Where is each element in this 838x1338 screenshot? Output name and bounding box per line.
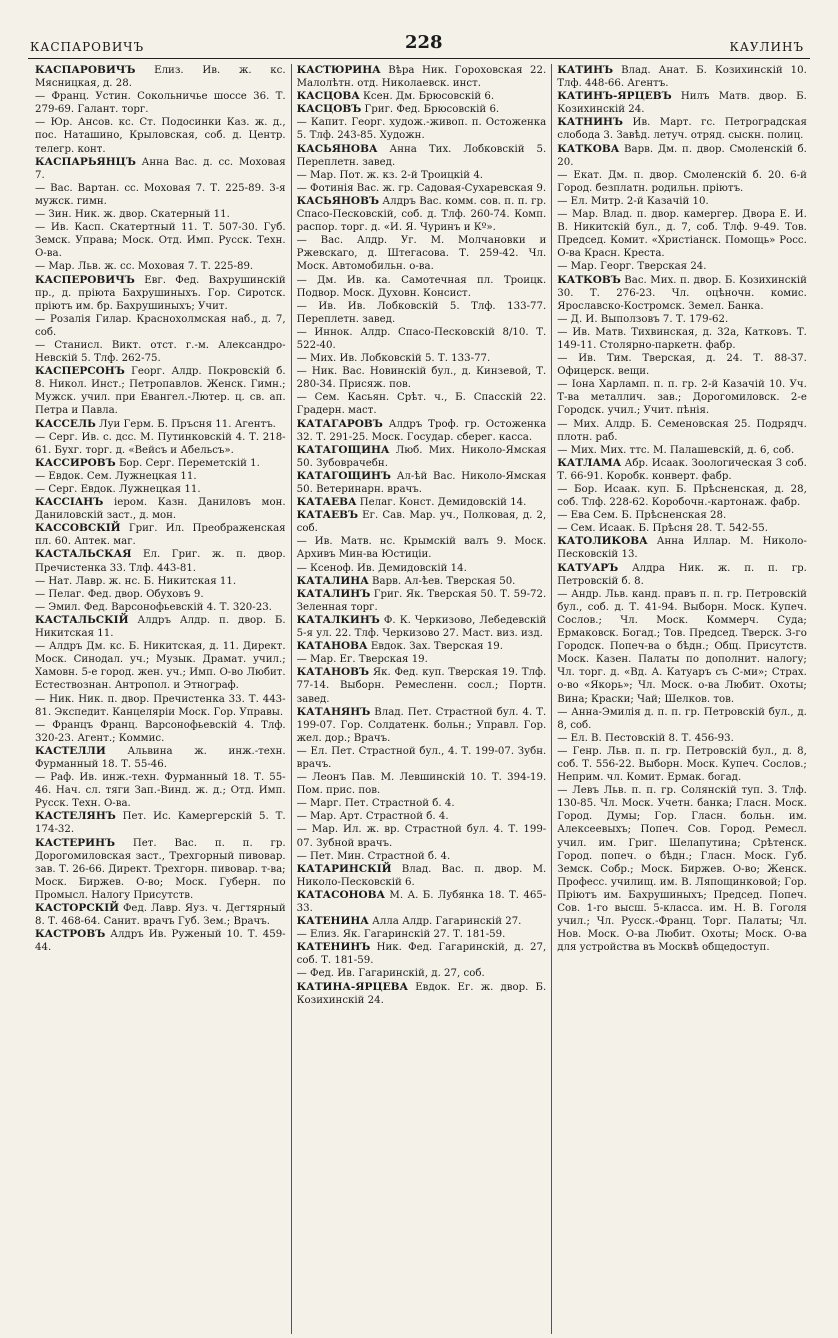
- entry-text: Ксен. Дм. Брюсовскій 6.: [359, 91, 495, 103]
- directory-entry: [35, 837, 286, 902]
- directory-entry: [297, 169, 547, 182]
- directory-entry: [35, 693, 286, 719]
- entry-text: — Капит. Георг. худож.-живоп. п. Остоженка 5. Тлф. 243-85. Художн.: [296, 117, 547, 142]
- directory-entry: [297, 863, 547, 889]
- directory-entry: [35, 182, 286, 208]
- directory-entry: [557, 444, 807, 457]
- entry-text: Абр. Исаак. Зоологическая 3 соб. Т. 66-91. Коробк. конверт. фабр.: [557, 457, 807, 482]
- directory-entry: [297, 588, 547, 614]
- column-1: [30, 64, 291, 1334]
- entry-text: Алдръ Алдр. п. двор. Б. Никитская 11.: [35, 614, 286, 640]
- running-head-left: КАСПАРОВИЧЪ: [30, 40, 145, 54]
- entry-surname: КАТАРИНСКІЙ: [296, 862, 392, 875]
- directory-entry: [35, 313, 286, 339]
- entry-text: Алла Алдр. Гагаринскій 27.: [368, 916, 522, 928]
- directory-entry: [35, 156, 286, 182]
- entry-text: іером. Казн. Даниловъ мон. Даниловскій заст., д. мон.: [35, 497, 286, 522]
- directory-entry: [557, 116, 807, 142]
- directory-entry: [297, 470, 547, 496]
- directory-entry: [297, 535, 547, 561]
- entry-text: Луи Герм. Б. Пръсня 11. Агентъ.: [95, 418, 276, 430]
- entry-text: — Мар. Ил. ж. вр. Страстной бул. 4. Т. 199-07. Зубной врачъ.: [296, 824, 547, 849]
- directory-entry: [35, 640, 286, 692]
- directory-entry: [557, 64, 807, 90]
- entry-surname: КАТАГОЩИНЪ: [296, 469, 391, 482]
- entry-text: Нилъ Матв. двор. Б. Козихинскій 24.: [557, 91, 807, 116]
- directory-entry: [297, 810, 547, 823]
- entry-surname: КАТАЛИНЪ: [296, 587, 371, 600]
- directory-entry: [297, 103, 547, 116]
- entry-surname: КАТИНЪ-ЯРЦЕВЪ: [557, 90, 672, 103]
- entry-text: Георг. Алдр. Покровскій б. 8. Никол. Инст.; Петропавлов. Женск. Гимн.; Мужск. учил. при Евангел.-Лютер. ц. св. ап. Петра и Павла.: [35, 366, 286, 417]
- directory-entry: [35, 431, 286, 457]
- directory-entry: [35, 470, 286, 483]
- entry-text: — Левъ Льв. п. п. гр. Солянскій туп. 3. Тлф. 130-85. Чл. Моск. Учетн. банка; Гласн. Моск. Город. Думы; Гор. Гласн. больн. им. Алексеевыхъ; Попеч. Сов. Город. Ремесл. учил. им. Григ. Шелапутина; Срѣтенск. Город. попеч. о бѣдн.; Гласн. Моск. Губ. Земск. Собр.; Моск. Биржев. О-во; Женск. Професс. училищ. им. В. Ляпощинковой; Гор. Пріютъ им. Бахрушиныхъ; Председ. Попеч. Сов. 1-го высш. 5-класса. им. Н. В. Гоголя учил.; Чл. Русск.-Франц. Торг. Палаты; Чл. Нов. Моск. О-ва Любит. Охоты; Моск. О-ва для устройства въ Москвѣ общедоступ.: [557, 785, 807, 954]
- entry-text: — Мих. Мих. ттс. М. Палашевскій, д. 6, соб.: [557, 444, 795, 456]
- entry-surname: КАССОВСКІЙ: [35, 522, 121, 535]
- entry-text: Бор. Серг. Переметскій 1.: [115, 457, 260, 469]
- directory-entry: [557, 535, 807, 561]
- entry-text: Пет. Ис. Камергерскій 5. Т. 174-32.: [35, 811, 286, 836]
- directory-entry: [297, 234, 547, 273]
- directory-entry: [297, 365, 547, 391]
- entry-text: Алдръ Вас. комм. сов. п. п. гр. Спасо-Песковскій, соб. д. Тлф. 260-74. Комп. распор. торг. д. «И. Я. Чуринъ и Кº».: [296, 195, 547, 234]
- page-number: 228: [405, 32, 443, 53]
- entry-text: — Эмил. Фед. Варсонофьевскій 4. Т. 320-23.: [35, 601, 272, 613]
- directory-entry: [557, 509, 807, 522]
- entry-text: — Ив. Ив. Лобковскій 5. Тлф. 133-77. Переплетн. завед.: [296, 300, 547, 325]
- directory-entry: [35, 810, 286, 836]
- entry-text: Варв. Ал-ѣев. Тверская 50.: [368, 575, 516, 587]
- entry-text: — Мих. Алдр. Б. Семеновская 25. Подрядч. плотн. раб.: [557, 418, 807, 443]
- directory-entry: [557, 274, 807, 313]
- directory-entry: [557, 418, 807, 444]
- directory-entry: [35, 208, 286, 221]
- entry-surname: КАСЬЯНОВЪ: [296, 194, 379, 207]
- directory-entry: [297, 352, 547, 365]
- entry-surname: КАТКОВЪ: [557, 273, 621, 286]
- directory-entry: [297, 928, 547, 941]
- entry-surname: КАТАНОВЪ: [296, 666, 370, 679]
- directory-entry: [297, 823, 547, 849]
- header-rule: [28, 58, 810, 59]
- directory-entry: [35, 418, 286, 431]
- entry-text: Григ. Фед. Брюсовскій 6.: [361, 104, 500, 116]
- entry-text: — Фед. Ив. Гагаринскій, д. 27, соб.: [296, 968, 485, 980]
- entry-text: Анна Вас. д. сс. Моховая 7.: [35, 156, 286, 181]
- directory-entry: [297, 614, 547, 640]
- entry-text: — Сем. Исаак. Б. Прѣсня 28. Т. 542-55.: [557, 523, 768, 535]
- entry-text: — Ив. Матв. нс. Крымскій валъ 9. Моск. Архивъ Мин-ва Юстиціи.: [296, 536, 547, 561]
- entry-text: — Екат. Дм. п. двор. Смоленскій б. 20. 6-й Город. безплатн. родильн. пріютъ.: [557, 169, 807, 194]
- entry-text: Алдръ Троф. гр. Остоженка 32. Т. 291-25. Моск. Государ. сберег. касса.: [296, 418, 547, 443]
- directory-entry: [557, 313, 807, 326]
- entry-surname: КАТАСОНОВА: [296, 888, 386, 901]
- directory-entry: [35, 771, 286, 810]
- directory-entry: [35, 339, 286, 365]
- directory-entry: [35, 116, 286, 155]
- directory-entry: [297, 391, 547, 417]
- directory-entry: [297, 967, 547, 980]
- directory-entry: [35, 90, 286, 116]
- entry-text: — Мих. Ив. Лобковскій 5. Т. 133-77.: [296, 353, 491, 365]
- directory-entry: [35, 496, 286, 522]
- entry-text: — Ева Сем. Б. Прѣсненская 28.: [557, 510, 727, 522]
- entry-surname: КАСТРОВЪ: [35, 928, 106, 941]
- entry-surname: КАТНИНЪ: [557, 116, 623, 129]
- entry-text: — Ив. Тим. Тверская, д. 24. Т. 88-37. Офицерск. вещи.: [557, 353, 807, 378]
- directory-entry: [297, 915, 547, 928]
- entry-text: — Евдок. Сем. Лужнецкая 11.: [35, 470, 197, 482]
- directory-entry: [35, 548, 286, 574]
- directory-entry: [35, 483, 286, 496]
- entry-text: Григ. Ил. Преображенская пл. 60. Аптек. маг.: [35, 523, 286, 548]
- entry-surname: КАССЕЛЬ: [35, 417, 96, 430]
- entry-surname: КАТАНОВА: [296, 640, 368, 653]
- entry-text: — Серг. Евдок. Лужнецкая 11.: [35, 484, 201, 495]
- entry-surname: КАТЕНИНЪ: [296, 941, 371, 954]
- entry-text: — Иннок. Алдр. Спасо-Песковскій 8/10. Т. 522-40.: [296, 326, 547, 351]
- entry-text: — Генр. Льв. п. п. гр. Петровскій бул., д. 8, соб. Т. 556-22. Выборн. Моск. Купеч. Сослов.; Неприм. чл. Комит. Ермак. богад.: [557, 745, 807, 784]
- entry-text: Вѣра Ник. Гороховская 22. Малолѣтн. отд. Николаевск. инст.: [296, 65, 547, 90]
- entry-text: — Мар. Влад. п. двор. камергер. Двора Е. И. В. Никитскій бул., д. 7, соб. Тлф. 9-49. Тов. Председ. Комит. «Христіанск. Помощь» Росс. О-ва Красн. Креста.: [557, 209, 807, 260]
- entry-text: — Бор. Исаак. куп. Б. Прѣсненская, д. 28, соб. Тлф. 228-62. Коробочн.-картонаж. фабр.: [557, 484, 807, 509]
- entry-text: — Мар. Пот. ж. кз. 2-й Троицкій 4.: [296, 169, 484, 181]
- directory-entry: [35, 575, 286, 588]
- directory-entry: [557, 169, 807, 195]
- directory-entry: [35, 902, 286, 928]
- entry-text: — Андр. Льв. канд. правъ п. п. гр. Петровскій бул., соб. д. Т. 41-94. Выборн. Моск. Купеч. Сослов.; Чл. Моск. Коммерч. Суда; Ермаковск. Богад.; Тов. Председ. Тверск. 3-го Городск. Попеч-ва о бѣдн.; Общ. Присутств. Моск. Казен. Палаты по дополнит. налогу; Чл. торг. д. «Вд. А. Катуаръ съ С-ми»; Страх. о-во «Якорь»; Чл. Моск. о-ва Любит. Охоты; Вина; Краски; Чай; Шелков. тов.: [557, 588, 807, 705]
- directory-entry: [297, 666, 547, 705]
- entry-text: — Зин. Ник. ж. двор. Скатерный 11.: [35, 209, 230, 221]
- directory-entry: [557, 784, 807, 954]
- directory-entry: [557, 260, 807, 273]
- directory-entry: [35, 522, 286, 548]
- entry-text: — Леонъ Пав. М. Левшинскій 10. Т. 394-19. Пом. прис. пов.: [296, 772, 547, 797]
- directory-entry: [297, 745, 547, 771]
- entry-surname: КАСЦОВА: [296, 90, 360, 103]
- entry-surname: КАСПАРЬЯНЦЪ: [35, 155, 136, 168]
- directory-entry: [35, 745, 286, 771]
- directory-entry: [297, 653, 547, 666]
- entry-text: — Д. И. Выползовъ 7. Т. 179-62.: [557, 313, 729, 325]
- entry-text: Вас. Мих. п. двор. Б. Козихинскій 30. Т. 276-23. Чл. оцѣночн. комис. Ярославско-Костромск. Земел. Банка.: [557, 274, 807, 312]
- entry-text: Ив. Март. гс. Петроградская слобода 3. Завѣд. летуч. отряд. сыскн. полиц.: [557, 117, 807, 142]
- directory-entry: [297, 64, 547, 90]
- entry-surname: КАСПЕРОВИЧЪ: [35, 273, 135, 286]
- entry-text: — Вас. Алдр. Уг. М. Молчановки и Ржевскаго, д. Штегасова. Т. 259-42. Чл. Моск. Автомобильн. о-ва.: [296, 235, 547, 273]
- directory-entry: [297, 575, 547, 588]
- directory-entry: [297, 418, 547, 444]
- entry-text: — Раф. Ив. инж.-техн. Фурманный 18. Т. 55-46. Нач. сл. тяги Зап.-Винд. ж. д.; Отд. Имп. Русск. Техн. О-ва.: [35, 772, 286, 810]
- entry-surname: КАТАЛКИНЪ: [296, 613, 380, 626]
- directory-columns: [30, 64, 812, 1334]
- entry-text: Евдок. Зах. Тверская 19.: [367, 641, 503, 653]
- entry-surname: КАССИРОВЪ: [35, 456, 116, 469]
- entry-surname: КАТАЕВА: [296, 496, 357, 509]
- entry-text: — Нат. Лавр. ж. нс. Б. Никитская 11.: [35, 575, 237, 587]
- entry-text: Ник. Фед. Гагаринскій, д. 27, соб. Т. 181-59.: [296, 942, 547, 967]
- entry-text: — Мар. Льв. ж. сс. Моховая 7. Т. 225-89.: [35, 261, 254, 273]
- directory-entry: [297, 640, 547, 653]
- directory-entry: [35, 719, 286, 745]
- directory-entry: [557, 352, 807, 378]
- entry-text: Люб. Мих. Николо-Ямская 50. Зубоврачебн.: [296, 444, 547, 469]
- entry-surname: КАССІАНЪ: [35, 496, 104, 509]
- entry-surname: КАСТЕРИНЪ: [35, 836, 116, 849]
- entry-text: Евдок. Ег. ж. двор. Б. Козихинскій 24.: [296, 981, 547, 1006]
- directory-entry: [297, 300, 547, 326]
- entry-text: — Фотинія Вас. ж. гр. Садовая-Сухаревская 9.: [296, 182, 547, 194]
- entry-text: — Пелаг. Фед. двор. Обуховъ 9.: [35, 588, 204, 600]
- directory-entry: [557, 562, 807, 588]
- directory-entry: [35, 928, 286, 954]
- directory-entry: [35, 457, 286, 470]
- directory-entry: [297, 444, 547, 470]
- directory-entry: [557, 483, 807, 509]
- entry-surname: КАСЦОВЪ: [296, 103, 362, 116]
- page-header: [0, 0, 838, 58]
- directory-entry: [297, 981, 547, 1007]
- column-2: [291, 64, 552, 1334]
- directory-entry: [297, 706, 547, 745]
- entry-text: Алдра Ник. ж. п. п. гр. Петровскій б. 8.: [557, 562, 807, 587]
- entry-text: — Розалія Гилар. Краснохолмская наб., д. 7, соб.: [35, 313, 286, 338]
- directory-entry: [35, 614, 286, 640]
- directory-entry: [297, 797, 547, 810]
- entry-surname: КАТАНЯНЪ: [296, 705, 371, 718]
- directory-entry: [297, 941, 547, 967]
- entry-text: Влад. Анат. Б. Козихинскій 10. Тлф. 448-66. Агентъ.: [557, 65, 807, 90]
- directory-entry: [35, 274, 286, 313]
- entry-text: Ф. К. Черкизово, Лебедевскій 5-я ул. 22. Тлф. Черкизово 27. Маст. виз. изд.: [296, 614, 547, 640]
- entry-surname: КАТЕНИНА: [296, 915, 369, 928]
- entry-text: Евг. Фед. Вахрушинскій пр., д. пріюта Бахрушиныхъ. Гор. Сиротск. пріютъ им. бр. Бахрушиныхъ; Учит.: [35, 274, 286, 312]
- entry-text: — Станисл. Викт. отст. г.-м. Александро-Невскій 5. Тлф. 262-75.: [35, 339, 286, 365]
- directory-entry: [557, 143, 807, 169]
- entry-text: — Ел. Митр. 2-й Казачій 10.: [557, 195, 709, 207]
- entry-text: Алдръ Ив. Руженый 10. Т. 459-44.: [35, 929, 286, 954]
- entry-text: — Пет. Мин. Страстной б. 4.: [296, 850, 451, 862]
- entry-text: — Ив. Матв. Тихвинская, д. 32а, Катковъ. Т. 149-11. Столярно-паркетн. фабр.: [557, 326, 807, 351]
- entry-text: — Алдръ Дм. кс. Б. Никитская, д. 11. Директ. Моск. Синодал. уч.; Музык. Драмат. учил.; Хамовн. 5-е город. жен. уч.; Имп. О-во Любит. Естествознан. Антропол. и Этнограф.: [35, 641, 286, 692]
- running-head-right: КАУЛИНЪ: [729, 40, 804, 54]
- directory-entry: [557, 195, 807, 208]
- entry-text: — Вас. Вартан. сс. Моховая 7. Т. 225-89. 3-я мужск. гимн.: [35, 182, 286, 207]
- directory-entry: [557, 326, 807, 352]
- entry-surname: КАТОЛИКОВА: [557, 535, 648, 548]
- directory-entry: [297, 90, 547, 103]
- entry-text: — Мар. Ег. Тверская 19.: [296, 654, 428, 666]
- entry-text: — Юр. Ансов. кс. Ст. Подосинки Каз. ж. д., пос. Наташино, Крыловская, соб. д. Центр. телегр. конт.: [35, 117, 286, 155]
- entry-text: Ег. Сав. Мар. уч., Полковая, д. 2, соб.: [296, 510, 547, 535]
- directory-entry: [297, 143, 547, 169]
- directory-entry: [557, 522, 807, 535]
- entry-text: Елиз. Ив. ж. кс. Мясницкая, д. 28.: [35, 65, 286, 90]
- directory-entry: [297, 771, 547, 797]
- entry-text: — Ел. В. Пестовскій 8. Т. 456-93.: [557, 732, 734, 744]
- directory-entry: [557, 208, 807, 260]
- entry-text: Альвина ж. инж.-техн. Фурманный 18. Т. 55-46.: [35, 745, 286, 770]
- entry-text: М. А. Б. Лубянка 18. Т. 465-33.: [296, 889, 547, 914]
- directory-entry: [297, 326, 547, 352]
- entry-text: Влад. Вас. п. двор. М. Николо-Песковскій 6.: [296, 863, 547, 888]
- entry-text: — Анна-Эмилія д. п. п. гр. Петровскій бул., д. 8, соб.: [557, 706, 807, 731]
- directory-entry: [35, 260, 286, 273]
- entry-text: — Серг. Ив. с. дсс. М. Путинковскій 4. Т. 218-61. Бухг. торг. д. «Вейсъ и Абельсъ».: [35, 431, 286, 456]
- entry-text: Ел. Григ. ж. п. двор. Пречистенка 33. Тлф. 443-81.: [35, 549, 286, 574]
- entry-text: Пелаг. Конст. Демидовскій 14.: [356, 497, 527, 509]
- directory-entry: [35, 365, 286, 417]
- directory-entry: [557, 745, 807, 784]
- entry-text: Пет. Вас. п. п. гр. Дорогомиловская заст., Трехгорный пивовар. зав. Т. 26-66. Директ. Трехгорн. пивовар. т-ва; Моск. Биржев. О-во; Моск. Губерн. по Промысл. Налогу Присутств.: [35, 837, 286, 901]
- directory-entry: [297, 496, 547, 509]
- entry-text: — Мар. Арт. Страстной б. 4.: [296, 811, 449, 823]
- entry-surname: КАТАЕВЪ: [296, 509, 359, 522]
- entry-surname: КАТАГОЩИНА: [296, 443, 390, 456]
- directory-entry: [297, 182, 547, 195]
- entry-text: — Францъ Франц. Варсонофьевскій 4. Тлф. 320-23. Агент.; Коммис.: [35, 719, 286, 744]
- entry-text: Анна Иллар. М. Николо-Песковскій 13.: [557, 536, 807, 561]
- directory-entry: [297, 509, 547, 535]
- directory-entry: [35, 64, 286, 90]
- entry-surname: КАТЛАМА: [557, 456, 622, 469]
- entry-surname: КАТИНА-ЯРЦЕВА: [296, 980, 409, 993]
- entry-text: — Сем. Касьян. Срѣт. ч., Б. Спасскій 22. Градерн. маст.: [296, 392, 547, 417]
- entry-surname: КАСТОРСКІЙ: [35, 902, 120, 914]
- directory-entry: [557, 90, 807, 116]
- directory-entry: [557, 378, 807, 417]
- entry-text: Варв. Дм. п. двор. Смоленскій б. 20.: [557, 143, 807, 168]
- entry-text: — Елиз. Як. Гагаринскій 27. Т. 181-59.: [296, 929, 506, 941]
- entry-surname: КАТКОВА: [557, 142, 620, 155]
- entry-surname: КАСЬЯНОВА: [296, 142, 378, 155]
- directory-entry: [557, 706, 807, 732]
- entry-surname: КАСТЕЛЛИ: [35, 744, 106, 757]
- entry-text: — Ив. Касп. Скатертный 11. Т. 507-30. Губ. Земск. Управа; Моск. Отд. Имп. Русск. Техн. О-ва.: [35, 222, 286, 260]
- directory-entry: [297, 850, 547, 863]
- entry-text: Григ. Як. Тверская 50. Т. 59-72. Зеленная торг.: [296, 588, 547, 613]
- entry-text: — Ник. Ник. п. двор. Пречистенка 33. Т. 443-81. Экспедит. Канцеляріи Моск. Гор. Управы.: [35, 693, 286, 718]
- entry-text: — Ник. Вас. Новинскій бул., д. Кинзевой, Т. 280-34. Присяж. пов.: [296, 366, 547, 391]
- entry-text: Фед. Лавр. Яуз. ч. Дегтярный 8. Т. 468-64. Санит. врачъ Губ. Зем.; Врачъ.: [35, 903, 286, 928]
- entry-text: Ал-ѣй Вас. Николо-Ямская 50. Ветеринарн. врачъ.: [296, 470, 547, 495]
- entry-text: — Марг. Пет. Страстной б. 4.: [296, 798, 455, 810]
- directory-entry: [297, 116, 547, 142]
- entry-text: Анна Тих. Лобковскій 5. Переплетн. завед.: [296, 143, 547, 168]
- directory-entry: [297, 562, 547, 575]
- directory-entry: [557, 732, 807, 745]
- entry-text: — Франц. Устин. Сокольничье шоссе 36. Т. 279-69. Галант. торг.: [35, 91, 286, 116]
- entry-surname: КАСПАРОВИЧЪ: [35, 64, 136, 76]
- directory-entry: [35, 221, 286, 260]
- entry-text: — Ел. Пет. Страстной бул., 4. Т. 199-07. Зубн. врачъ.: [296, 745, 547, 770]
- entry-surname: КАТАЛИНА: [296, 574, 369, 587]
- entry-surname: КАСТЮРИНА: [296, 64, 381, 76]
- entry-surname: КАСТАЛЬСКІЙ: [35, 613, 129, 626]
- entry-text: — Дм. Ив. ка. Самотечная пл. Троицк. Подвор. Моск. Духовн. Консист.: [296, 274, 547, 299]
- entry-text: — Мар. Георг. Тверская 24.: [557, 261, 707, 273]
- entry-text: Як. Фед. куп. Тверская 19. Тлф. 77-14. Выборн. Ремесленн. сосл.; Портн. завед.: [296, 667, 547, 705]
- entry-text: — Ксеноф. Ив. Демидовскій 14.: [296, 562, 467, 574]
- entry-surname: КАТИНЪ: [557, 64, 614, 76]
- entry-text: — Іона Харламп. п. п. гр. 2-й Казачій 10. Уч. Т-ва металлич. зав.; Дорогомиловск. 2-е Городск. учил.; Учит. пѣнія.: [557, 379, 807, 417]
- directory-entry: [297, 889, 547, 915]
- directory-entry: [297, 195, 547, 234]
- column-3: [551, 64, 812, 1334]
- entry-surname: КАСТЕЛЯНЪ: [35, 810, 116, 823]
- entry-surname: КАТУАРЪ: [557, 561, 619, 574]
- entry-surname: КАСПЕРСОНЪ: [35, 365, 125, 378]
- directory-entry: [35, 601, 286, 614]
- entry-surname: КАТАГАРОВЪ: [296, 417, 383, 430]
- directory-entry: [35, 588, 286, 601]
- directory-entry: [297, 274, 547, 300]
- directory-entry: [557, 457, 807, 483]
- entry-surname: КАСТАЛЬСКАЯ: [35, 548, 132, 561]
- entry-text: Влад. Пет. Страстной бул. 4. Т. 199-07. Гор. Солдатенк. больн.; Управл. Гор. жел. дор.; Врачъ.: [296, 706, 547, 744]
- directory-entry: [557, 588, 807, 706]
